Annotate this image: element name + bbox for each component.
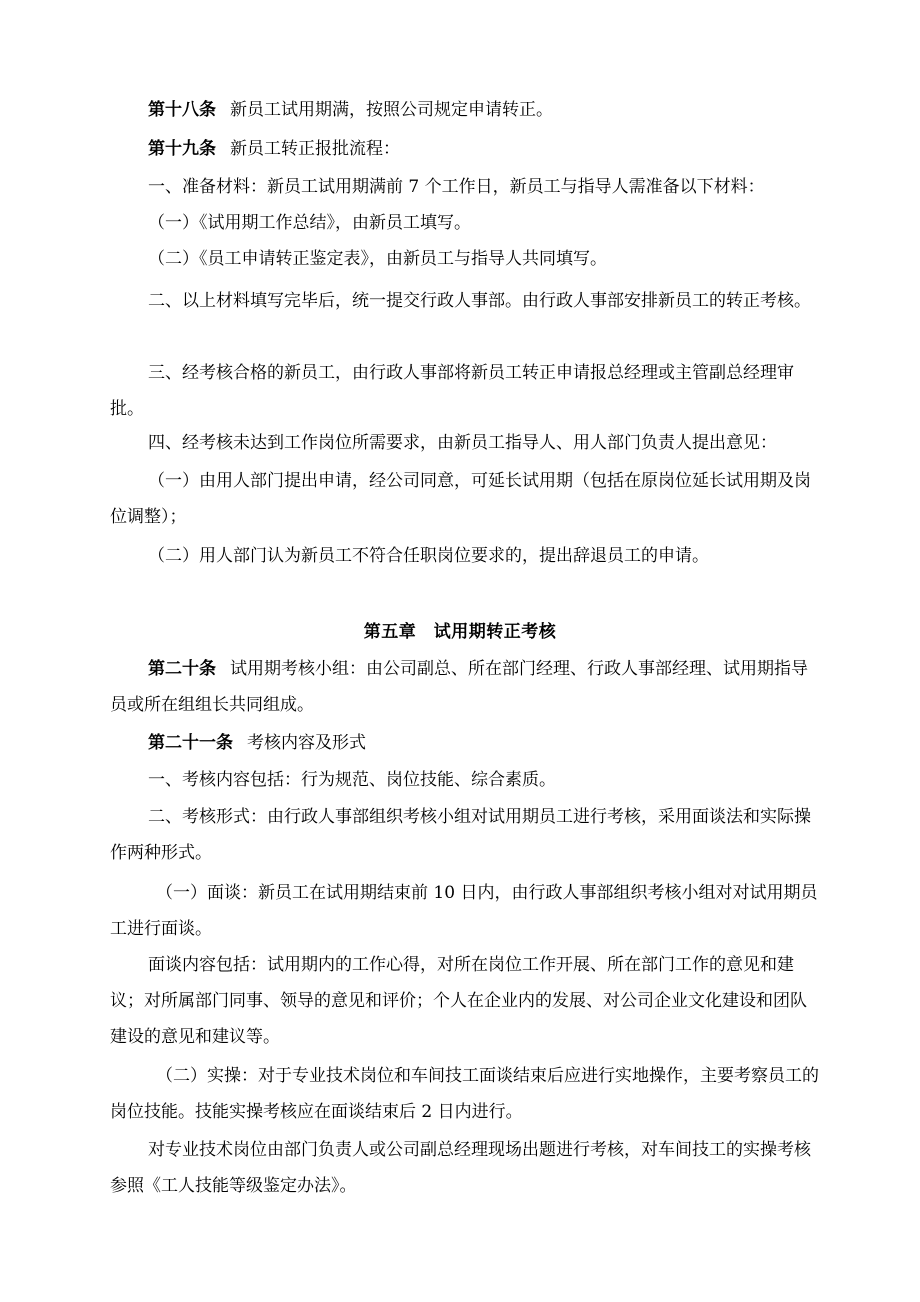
article-text: 试用期考核小组：由公司副总、所在部门经理、行政人事部经理、试用期指导员或所在组组长共同组成。	[110, 659, 808, 715]
paragraph-exam-content: 一、考核内容包括：行为规范、岗位技能、综合素质。	[148, 770, 556, 790]
paragraph-subitem-1: （一）《试用期工作总结》，由新员工填写。	[148, 213, 471, 233]
paragraph-item-1: 一、准备材料：新员工试用期满前 7 个工作日，新员工与指导人需准备以下材料：	[148, 177, 765, 197]
paragraph-item-3: 三、经考核合格的新员工，由行政人事部将新员工转正申请报总经理或主管副总经理审批。	[110, 363, 794, 419]
paragraph-practical-reference: 对专业技术岗位由部门负责人或公司副总经理现场出题进行考核，对车间技工的实操考核参照《工人技能等级鉴定办法》。	[110, 1140, 811, 1196]
article-21	[148, 725, 820, 761]
article-text: 新员工转正报批流程：	[230, 139, 400, 159]
paragraph-subitem-3: （一）由用人部门提出申请，经公司同意，可延长试用期（包括在原岗位延长试用期及岗位调整）；	[110, 471, 811, 527]
paragraph-subitem-4: （二）用人部门认为新员工不符合任职岗位要求的，提出辞退员工的申请。	[148, 546, 709, 566]
chapter-title: 第五章 试用期转正考核	[363, 622, 557, 642]
paragraph-practical: （二）实操：对于专业技术岗位和车间技工面谈结束后应进行实地操作，主要考察员工的岗位技能。技能实操考核应在面谈结束后 2 日内进行。	[110, 1066, 819, 1122]
article-number: 第二十一条	[148, 733, 233, 753]
article-19	[148, 131, 820, 167]
paragraph-subitem-2: （二）《员工申请转正鉴定表》，由新员工与指导人共同填写。	[148, 249, 607, 269]
paragraph-interview: （一）面谈：新员工在试用期结束前 10 日内，由行政人事部组织考核小组对对试用期员工进行面谈。	[110, 883, 818, 939]
article-number: 第十九条	[148, 139, 216, 159]
paragraph-item-4: 四、经考核未达到工作岗位所需要求，由新员工指导人、用人部门负责人提出意见：	[148, 433, 777, 453]
paragraph-item-2: 二、以上材料填写完毕后，统一提交行政人事部。由行政人事部安排新员工的转正考核。	[148, 291, 811, 311]
article-number: 第十八条	[148, 100, 216, 120]
article-number: 第二十条	[148, 659, 216, 679]
paragraph-interview-content: 面谈内容包括：试用期内的工作心得，对所在岗位工作开展、所在部门工作的意见和建议；对所属部门同事、领导的意见和评价；个人在企业内的发展、对公司企业文化建设和团队建设的意见和建议等。	[110, 955, 807, 1047]
article-20	[110, 651, 820, 723]
article-text: 新员工试用期满，按照公司规定申请转正。	[230, 100, 553, 120]
article-text: 考核内容及形式	[247, 733, 366, 753]
article-18	[148, 92, 820, 128]
paragraph-exam-form: 二、考核形式：由行政人事部组织考核小组对试用期员工进行考核，采用面谈法和实际操作两种形式。	[110, 807, 811, 863]
